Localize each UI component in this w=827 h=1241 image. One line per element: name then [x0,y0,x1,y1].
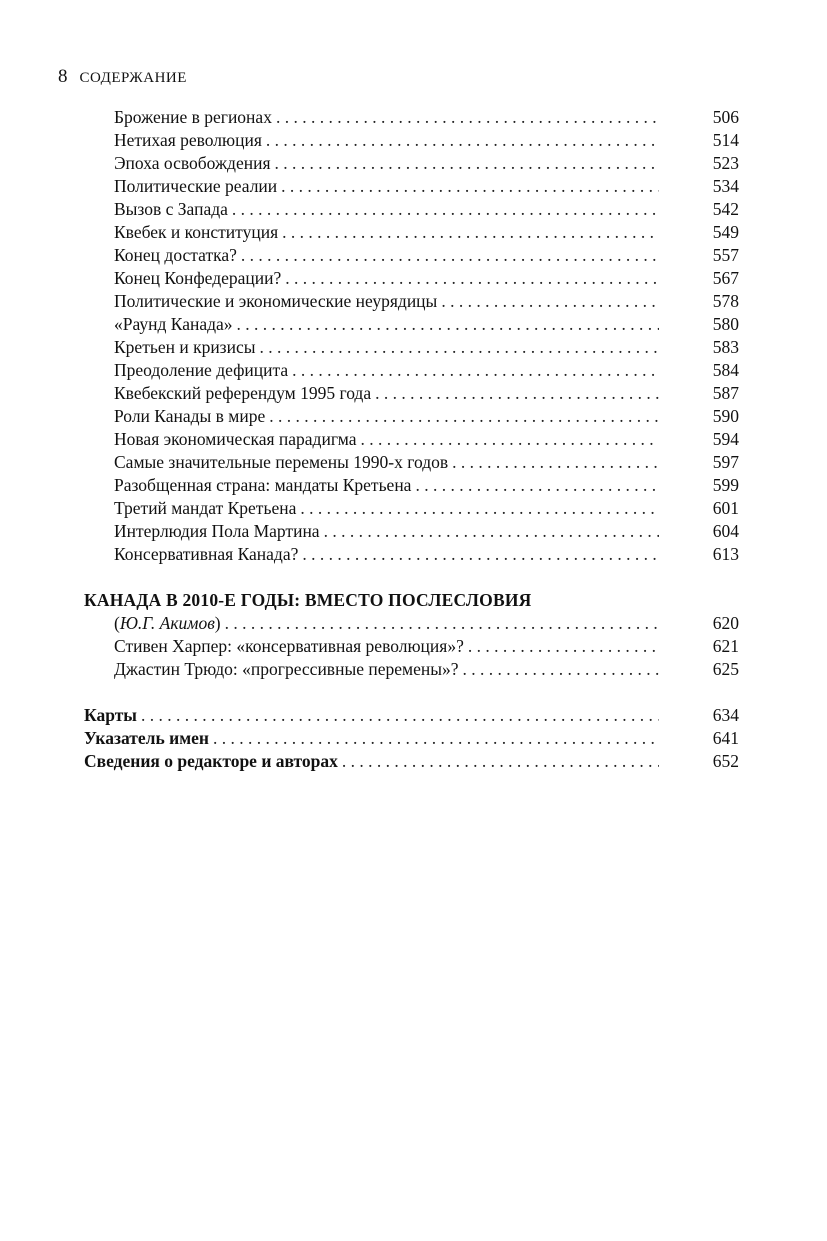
dot-leader [468,635,659,658]
dot-leader [269,405,659,428]
toc-entry-page: 523 [712,153,739,173]
dot-leader [292,359,659,382]
dot-leader [282,221,659,244]
toc-entry-label: Квебекский референдум 1995 года [114,383,372,403]
toc-entry-label: Вызов с Запада [114,199,228,219]
toc-entry-label: Политические и экономические неурядицы [114,291,438,311]
toc-entry[interactable] [0,290,827,313]
toc-entry[interactable] [0,497,827,520]
toc-group-chapter [0,106,827,566]
toc-entry-label: Квебек и конституция [114,222,279,242]
toc-entry-page: 601 [712,498,739,518]
spacer [0,681,827,704]
dot-leader [375,382,659,405]
toc-entry[interactable] [0,428,827,451]
toc-entry-page: 604 [712,521,739,541]
dot-leader [452,451,659,474]
dot-leader [302,543,659,566]
dot-leader [441,290,659,313]
toc-entry-page: 534 [712,176,739,196]
toc-entry-label: Консервативная Канада? [114,544,299,564]
toc-entry-page: 594 [712,429,739,449]
toc-entry[interactable] [0,129,827,152]
toc-entry[interactable] [0,543,827,566]
dot-leader [275,152,659,175]
toc-entry-label: Политические реалии [114,176,278,196]
toc-entry-label: Джастин Трюдо: «прогрессивные перемены»? [114,659,459,679]
dot-leader [281,175,659,198]
toc-entry-label: Карты [84,705,137,725]
toc-entry-page: 542 [712,199,739,219]
toc-entry-page: 514 [712,130,739,150]
toc-entry-page: 584 [712,360,739,380]
dot-leader [260,336,660,359]
toc-entry-label: Интерлюдия Пола Мартина [114,521,320,541]
toc-entry[interactable] [0,175,827,198]
toc-entry-page: 506 [712,107,739,127]
toc-entry-label: Сведения о редакторе и авторах [84,751,338,771]
toc-entry-label: Третий мандат Кретьена [114,498,297,518]
toc-entry[interactable] [0,221,827,244]
toc-entry[interactable] [0,727,827,750]
toc-entry[interactable] [0,152,827,175]
toc-entry[interactable] [0,405,827,428]
dot-leader [462,658,659,681]
toc-entry[interactable] [0,520,827,543]
toc-entry-page: 599 [712,475,739,495]
toc-entry-page: 587 [712,383,739,403]
toc-entry-label: Стивен Харпер: «консервативная революция»? [114,636,464,656]
toc-entry-page: 641 [712,728,739,748]
dot-leader [141,704,659,727]
spacer [0,566,827,589]
toc-entry[interactable] [0,313,827,336]
toc-entry-label: Указатель имен [84,728,209,748]
dot-leader [276,106,659,129]
toc-entry[interactable] [0,198,827,221]
toc-entry[interactable] [0,750,827,773]
toc-entry-page: 557 [712,245,739,265]
running-title: СОДЕРЖАНИЕ [79,70,187,86]
toc-entry[interactable] [0,635,827,658]
toc-entry-page: 652 [712,751,739,771]
toc-entry[interactable] [0,106,827,129]
page-number: 8 [58,66,68,87]
dot-leader [415,474,659,497]
toc-entry-page: 613 [712,544,739,564]
dot-leader [300,497,659,520]
running-header [58,66,187,88]
toc-entry[interactable] [0,658,827,681]
table-of-contents [0,106,827,773]
toc-entry-page: 590 [712,406,739,426]
dot-leader [266,129,659,152]
toc-entry[interactable] [0,336,827,359]
toc-entry[interactable] [0,244,827,267]
dot-leader [361,428,660,451]
toc-entry-label: «Раунд Канада» [114,314,233,334]
toc-entry-label: Кретьен и кризисы [114,337,256,357]
toc-entry[interactable] [0,382,827,405]
toc-entry[interactable] [0,451,827,474]
dot-leader [241,244,659,267]
toc-entry[interactable] [0,704,827,727]
toc-entry-label: Нетихая революция [114,130,262,150]
toc-group-afterword [0,635,827,681]
toc-entry-page: 549 [712,222,739,242]
toc-entry-label: Брожение в регионах [114,107,272,127]
toc-entry-label: Самые значительные перемены 1990-х годов [114,452,449,472]
toc-entry-page: 597 [712,452,739,472]
dot-leader [213,727,659,750]
toc-entry-page: 620 [712,613,739,633]
dot-leader [225,612,659,635]
dot-leader [232,198,659,221]
toc-entry-page: 567 [712,268,739,288]
toc-entry-label: (Ю.Г. Акимов) [114,613,221,633]
section-heading: КАНАДА В 2010-Е ГОДЫ: ВМЕСТО ПОСЛЕСЛОВИЯ [84,590,532,610]
toc-entry-page: 583 [712,337,739,357]
toc-entry-label: Конец достатка? [114,245,237,265]
toc-entry-label: Конец Конфедерации? [114,268,282,288]
toc-group-back-matter [0,704,827,773]
toc-entry-page: 625 [712,659,739,679]
toc-entry-page: 580 [712,314,739,334]
dot-leader [285,267,659,290]
toc-entry[interactable] [0,267,827,290]
toc-entry-label: Новая экономическая парадигма [114,429,357,449]
toc-entry[interactable] [0,474,827,497]
toc-entry-page: 578 [712,291,739,311]
toc-entry-label: Роли Канады в мире [114,406,266,426]
toc-entry-page: 621 [712,636,739,656]
toc-entry-page: 634 [712,705,739,725]
toc-entry-label: Эпоха освобождения [114,153,271,173]
dot-leader [237,313,659,336]
dot-leader [324,520,659,543]
toc-entry[interactable] [0,359,827,382]
dot-leader [342,750,659,773]
toc-entry-label: Преодоление дефицита [114,360,289,380]
toc-entry-author[interactable] [0,612,827,635]
toc-entry-label: Разобщенная страна: мандаты Кретьена [114,475,412,495]
